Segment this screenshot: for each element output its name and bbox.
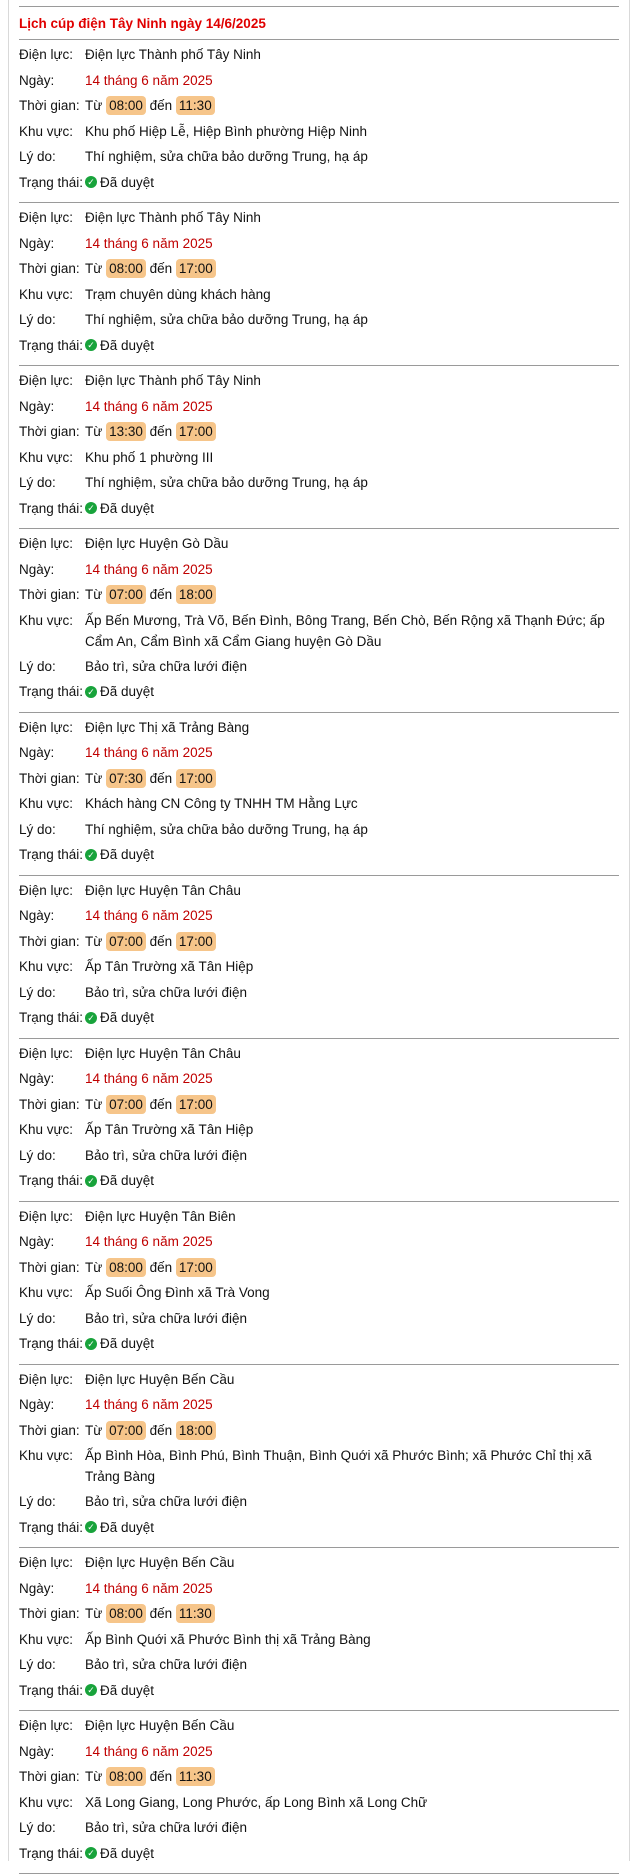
status-label: Trạng thái: [19, 337, 84, 353]
status-value: Đã duyệt [100, 1845, 155, 1861]
start-time-badge: 07:30 [106, 769, 146, 788]
time-value [85, 1420, 619, 1441]
to-text: đến [149, 933, 173, 949]
reason-row [19, 1817, 619, 1843]
to-text: đến [149, 1769, 173, 1784]
outage-record [19, 1711, 619, 1874]
status-row [19, 1007, 619, 1033]
end-time-badge: 17:00 [176, 259, 216, 278]
start-time-badge: 08:00 [106, 1604, 146, 1623]
unit-row [19, 1552, 619, 1578]
unit-row [19, 717, 619, 743]
unit-label: Điện lực: [19, 882, 74, 898]
to-text: đến [149, 587, 173, 602]
time-row [19, 1094, 619, 1120]
date-label: Ngày: [19, 745, 55, 760]
from-text: Từ [85, 261, 103, 276]
unit-value: Điện lực Huyện Tân Châu [85, 882, 241, 898]
from-text: Từ [85, 1096, 103, 1112]
area-label: Khu vực: [19, 1285, 74, 1300]
status-value: Đã duyệt [100, 1682, 155, 1698]
time-label: Thời gian: [19, 1422, 80, 1438]
time-row [19, 768, 619, 794]
date-value: 14 tháng 6 năm 2025 [85, 1397, 213, 1412]
area-label: Khu vực: [19, 1448, 74, 1463]
start-time-badge: 07:00 [106, 932, 146, 951]
date-row [19, 396, 619, 422]
date-row [19, 905, 619, 931]
time-row [19, 1257, 619, 1283]
end-time-badge: 18:00 [176, 585, 216, 604]
unit-value: Điện lực Huyện Gò Dầu [85, 536, 229, 551]
check-circle-icon: ✓ [85, 176, 97, 188]
outage-record [19, 203, 619, 366]
reason-value: Bảo trì, sửa chữa lưới điện [85, 1820, 248, 1835]
reason-label: Lý do: [19, 475, 56, 490]
time-label: Thời gian: [19, 933, 80, 949]
date-row [19, 559, 619, 585]
unit-row [19, 533, 619, 559]
time-value [85, 421, 619, 442]
unit-value: Điện lực Huyện Tân Biên [85, 1208, 236, 1224]
status-row [19, 844, 619, 870]
area-value: Ấp Tân Trường xã Tân Hiệp [85, 1122, 254, 1137]
from-text: Từ [85, 1422, 103, 1438]
unit-value: Điện lực Huyện Bến Cầu [85, 1718, 235, 1733]
time-label: Thời gian: [19, 261, 80, 276]
to-text: đến [149, 98, 173, 113]
date-value: 14 tháng 6 năm 2025 [85, 235, 213, 251]
check-circle-icon: ✓ [85, 339, 97, 351]
reason-value: Bảo trì, sửa chữa lưới điện [85, 1310, 248, 1326]
unit-label: Điện lực: [19, 47, 74, 62]
area-row [19, 1629, 619, 1655]
status-value: Đã duyệt [100, 847, 155, 862]
area-row [19, 1119, 619, 1145]
end-time-badge: 17:00 [176, 422, 216, 441]
time-row [19, 584, 619, 610]
area-value: Khu phố 1 phường III [85, 449, 214, 465]
end-time-badge: 17:00 [176, 1258, 216, 1277]
status-value-wrap [85, 172, 154, 193]
unit-label: Điện lực: [19, 1371, 74, 1387]
status-value: Đã duyệt [100, 337, 155, 353]
time-value [85, 1766, 619, 1787]
date-label: Ngày: [19, 398, 55, 414]
reason-value: Thí nghiệm, sửa chữa bảo dưỡng Trung, hạ áp [85, 821, 368, 837]
area-row [19, 447, 619, 473]
status-label: Trạng thái: [19, 1010, 84, 1025]
from-text: Từ [85, 1769, 103, 1784]
area-label: Khu vực: [19, 449, 74, 465]
date-value: 14 tháng 6 năm 2025 [85, 72, 213, 88]
reason-row [19, 472, 619, 498]
status-row [19, 1170, 619, 1196]
time-label: Thời gian: [19, 1259, 80, 1275]
check-circle-icon: ✓ [85, 849, 97, 861]
time-label: Thời gian: [19, 1769, 80, 1784]
to-text: đến [149, 424, 173, 439]
time-row [19, 421, 619, 447]
reason-value: Bảo trì, sửa chữa lưới điện [85, 1147, 248, 1163]
reason-row [19, 146, 619, 172]
status-value-wrap [85, 1517, 154, 1538]
check-circle-icon: ✓ [85, 1012, 97, 1024]
area-row [19, 1282, 619, 1308]
time-label: Thời gian: [19, 587, 80, 602]
time-row [19, 1603, 619, 1629]
start-time-badge: 07:00 [106, 1421, 146, 1440]
to-text: đến [149, 770, 173, 786]
records-list [19, 40, 619, 1874]
reason-label: Lý do: [19, 1494, 56, 1509]
to-text: đến [149, 1422, 173, 1438]
status-row [19, 1680, 619, 1706]
reason-value: Thí nghiệm, sửa chữa bảo dưỡng Trung, hạ áp [85, 312, 368, 327]
status-label: Trạng thái: [19, 174, 84, 190]
reason-label: Lý do: [19, 658, 56, 674]
unit-value: Điện lực Huyện Bến Cầu [85, 1555, 235, 1570]
date-value: 14 tháng 6 năm 2025 [85, 1071, 213, 1086]
status-label: Trạng thái: [19, 1519, 84, 1535]
date-label: Ngày: [19, 1743, 55, 1759]
outage-record [19, 529, 619, 713]
date-row [19, 1578, 619, 1604]
reason-row [19, 982, 619, 1008]
area-value: Khu phố Hiệp Lễ, Hiệp Bình phường Hiệp Ninh [85, 123, 368, 139]
unit-value: Điện lực Thành phố Tây Ninh [85, 210, 261, 225]
status-row [19, 1843, 619, 1869]
reason-value: Bảo trì, sửa chữa lưới điện [85, 658, 248, 674]
page-title: Lịch cúp điện Tây Ninh ngày 14/6/2025 [19, 7, 619, 40]
unit-row [19, 1206, 619, 1232]
date-row [19, 742, 619, 768]
outage-record [19, 1365, 619, 1549]
date-row [19, 233, 619, 259]
end-time-badge: 17:00 [176, 932, 216, 951]
time-value [85, 1257, 619, 1278]
status-value-wrap [85, 1007, 154, 1028]
time-value [85, 1094, 619, 1115]
time-label: Thời gian: [19, 1606, 80, 1621]
date-label: Ngày: [19, 72, 55, 88]
to-text: đến [149, 1259, 173, 1275]
status-row [19, 498, 619, 524]
reason-row [19, 1654, 619, 1680]
page [8, 0, 630, 1861]
area-value: Khách hàng CN Công ty TNHH TM Hằng Lực [85, 796, 358, 811]
check-circle-icon: ✓ [85, 1175, 97, 1187]
time-row [19, 1420, 619, 1446]
outage-record [19, 1202, 619, 1365]
date-label: Ngày: [19, 235, 55, 251]
status-label: Trạng thái: [19, 1336, 84, 1351]
from-text: Từ [85, 424, 103, 439]
start-time-badge: 07:00 [106, 585, 146, 604]
status-value: Đã duyệt [100, 174, 155, 190]
end-time-badge: 11:30 [176, 1767, 215, 1786]
check-circle-icon: ✓ [85, 502, 97, 514]
date-row [19, 1394, 619, 1420]
status-label: Trạng thái: [19, 684, 84, 699]
unit-value: Điện lực Huyện Bến Cầu [85, 1371, 235, 1387]
area-label: Khu vực: [19, 959, 74, 974]
unit-label: Điện lực: [19, 536, 74, 551]
time-label: Thời gian: [19, 424, 80, 439]
time-row [19, 95, 619, 121]
area-row [19, 610, 619, 656]
status-value: Đã duyệt [100, 1173, 155, 1188]
date-value: 14 tháng 6 năm 2025 [85, 398, 213, 414]
area-label: Khu vực: [19, 612, 74, 628]
unit-label: Điện lực: [19, 1555, 74, 1570]
status-value: Đã duyệt [100, 1519, 155, 1535]
date-value: 14 tháng 6 năm 2025 [85, 561, 213, 577]
start-time-badge: 08:00 [106, 1767, 146, 1786]
time-value [85, 931, 619, 952]
area-label: Khu vực: [19, 123, 74, 139]
outage-record [19, 366, 619, 529]
area-row [19, 284, 619, 310]
area-value: Ấp Bình Hòa, Bình Phú, Bình Thuận, Bình Quới xã Phước Bình; xã Phước Chỉ thị xã Trảng Bàng [85, 1448, 592, 1484]
area-value: Ấp Tân Trường xã Tân Hiệp [85, 959, 254, 974]
check-circle-icon: ✓ [85, 686, 97, 698]
date-value: 14 tháng 6 năm 2025 [85, 908, 213, 923]
reason-label: Lý do: [19, 312, 56, 327]
reason-label: Lý do: [19, 1310, 56, 1326]
date-value: 14 tháng 6 năm 2025 [85, 1234, 213, 1249]
status-value-wrap [85, 844, 154, 865]
unit-label: Điện lực: [19, 1208, 74, 1224]
reason-row [19, 309, 619, 335]
reason-label: Lý do: [19, 1820, 56, 1835]
check-circle-icon: ✓ [85, 1521, 97, 1533]
area-value: Ấp Bình Quới xã Phước Bình thị xã Trảng Bàng [85, 1631, 371, 1647]
time-value [85, 258, 619, 279]
area-label: Khu vực: [19, 1122, 74, 1137]
status-label: Trạng thái: [19, 847, 84, 862]
date-label: Ngày: [19, 1397, 55, 1412]
status-row [19, 172, 619, 198]
from-text: Từ [85, 1259, 103, 1275]
status-row [19, 1517, 619, 1543]
status-value-wrap [85, 1333, 154, 1354]
area-value: Ấp Suối Ông Đình xã Trà Vong [85, 1285, 270, 1300]
unit-row [19, 370, 619, 396]
end-time-badge: 18:00 [176, 1421, 216, 1440]
from-text: Từ [85, 587, 103, 602]
reason-label: Lý do: [19, 1147, 56, 1163]
status-value-wrap [85, 1843, 154, 1864]
date-label: Ngày: [19, 561, 55, 577]
reason-row [19, 1491, 619, 1517]
area-label: Khu vực: [19, 286, 74, 302]
area-row [19, 1445, 619, 1491]
unit-row [19, 1369, 619, 1395]
unit-label: Điện lực: [19, 1045, 74, 1061]
status-value-wrap [85, 1680, 154, 1701]
area-label: Khu vực: [19, 1631, 74, 1647]
to-text: đến [149, 1606, 173, 1621]
status-value: Đã duyệt [100, 684, 155, 699]
unit-value: Điện lực Thành phố Tây Ninh [85, 373, 261, 388]
area-label: Khu vực: [19, 1794, 74, 1810]
reason-value: Thí nghiệm, sửa chữa bảo dưỡng Trung, hạ áp [85, 475, 368, 490]
unit-value: Điện lực Huyện Tân Châu [85, 1045, 241, 1061]
time-label: Thời gian: [19, 770, 80, 786]
date-label: Ngày: [19, 1234, 55, 1249]
reason-row [19, 1145, 619, 1171]
reason-label: Lý do: [19, 821, 56, 837]
date-value: 14 tháng 6 năm 2025 [85, 745, 213, 760]
reason-value: Bảo trì, sửa chữa lưới điện [85, 1657, 248, 1672]
date-row [19, 1741, 619, 1767]
start-time-badge: 08:00 [106, 96, 146, 115]
reason-value: Thí nghiệm, sửa chữa bảo dưỡng Trung, hạ áp [85, 149, 368, 164]
area-row [19, 1792, 619, 1818]
reason-label: Lý do: [19, 984, 56, 1000]
area-row [19, 956, 619, 982]
start-time-badge: 13:30 [106, 422, 146, 441]
time-value [85, 95, 619, 116]
unit-row [19, 207, 619, 233]
check-circle-icon: ✓ [85, 1847, 97, 1859]
status-label: Trạng thái: [19, 1173, 84, 1188]
unit-value: Điện lực Thị xã Trảng Bàng [85, 719, 250, 735]
status-row [19, 681, 619, 707]
end-time-badge: 11:30 [176, 1604, 215, 1623]
status-row [19, 1333, 619, 1359]
start-time-badge: 08:00 [106, 259, 146, 278]
reason-row [19, 819, 619, 845]
unit-value: Điện lực Thành phố Tây Ninh [85, 47, 261, 62]
end-time-badge: 11:30 [176, 96, 215, 115]
time-row [19, 258, 619, 284]
from-text: Từ [85, 933, 103, 949]
from-text: Từ [85, 98, 103, 113]
date-label: Ngày: [19, 1071, 55, 1086]
reason-value: Bảo trì, sửa chữa lưới điện [85, 984, 248, 1000]
status-value-wrap [85, 335, 154, 356]
status-label: Trạng thái: [19, 1682, 84, 1698]
area-row [19, 121, 619, 147]
check-circle-icon: ✓ [85, 1338, 97, 1350]
date-row [19, 1068, 619, 1094]
unit-label: Điện lực: [19, 373, 74, 388]
to-text: đến [149, 261, 173, 276]
date-label: Ngày: [19, 908, 55, 923]
to-text: đến [149, 1096, 173, 1112]
status-value-wrap [85, 1170, 154, 1191]
start-time-badge: 08:00 [106, 1258, 146, 1277]
reason-value: Bảo trì, sửa chữa lưới điện [85, 1494, 248, 1509]
time-label: Thời gian: [19, 98, 80, 113]
from-text: Từ [85, 770, 103, 786]
outage-record [19, 876, 619, 1039]
unit-label: Điện lực: [19, 719, 74, 735]
unit-label: Điện lực: [19, 1718, 74, 1733]
unit-row [19, 1043, 619, 1069]
area-value: Trạm chuyên dùng khách hàng [85, 286, 271, 302]
date-label: Ngày: [19, 1580, 55, 1596]
time-value [85, 584, 619, 605]
time-value [85, 768, 619, 789]
area-value: Xã Long Giang, Long Phước, ấp Long Bình xã Long Chữ [85, 1794, 428, 1810]
status-value: Đã duyệt [100, 500, 155, 516]
status-label: Trạng thái: [19, 500, 84, 516]
reason-row [19, 656, 619, 682]
time-row [19, 931, 619, 957]
unit-label: Điện lực: [19, 210, 74, 225]
unit-row [19, 1715, 619, 1741]
check-circle-icon: ✓ [85, 1684, 97, 1696]
status-value-wrap [85, 681, 154, 702]
status-row [19, 335, 619, 361]
area-row [19, 793, 619, 819]
status-label: Trạng thái: [19, 1845, 84, 1861]
start-time-badge: 07:00 [106, 1095, 146, 1114]
outage-record [19, 1039, 619, 1202]
outage-record [19, 1548, 619, 1711]
reason-label: Lý do: [19, 1657, 56, 1672]
unit-row [19, 880, 619, 906]
unit-row [19, 44, 619, 70]
date-row [19, 1231, 619, 1257]
outage-record [19, 713, 619, 876]
status-value-wrap [85, 498, 154, 519]
status-value: Đã duyệt [100, 1010, 155, 1025]
date-value: 14 tháng 6 năm 2025 [85, 1580, 213, 1596]
date-value: 14 tháng 6 năm 2025 [85, 1743, 213, 1759]
area-value: Ấp Bến Mương, Trà Võ, Bến Đình, Bông Trang, Bến Chò, Bến Rộng xã Thạnh Đức; ấp Cẩm An, Cẩm Bình xã Cẩm Giang huyện Gò Dầu [85, 612, 605, 649]
time-label: Thời gian: [19, 1096, 80, 1112]
time-value [85, 1603, 619, 1624]
date-row [19, 70, 619, 96]
time-row [19, 1766, 619, 1792]
end-time-badge: 17:00 [176, 769, 216, 788]
reason-row [19, 1308, 619, 1334]
end-time-badge: 17:00 [176, 1095, 216, 1114]
reason-label: Lý do: [19, 149, 56, 164]
from-text: Từ [85, 1606, 103, 1621]
area-label: Khu vực: [19, 796, 74, 811]
outage-record [19, 40, 619, 203]
status-value: Đã duyệt [100, 1336, 155, 1351]
